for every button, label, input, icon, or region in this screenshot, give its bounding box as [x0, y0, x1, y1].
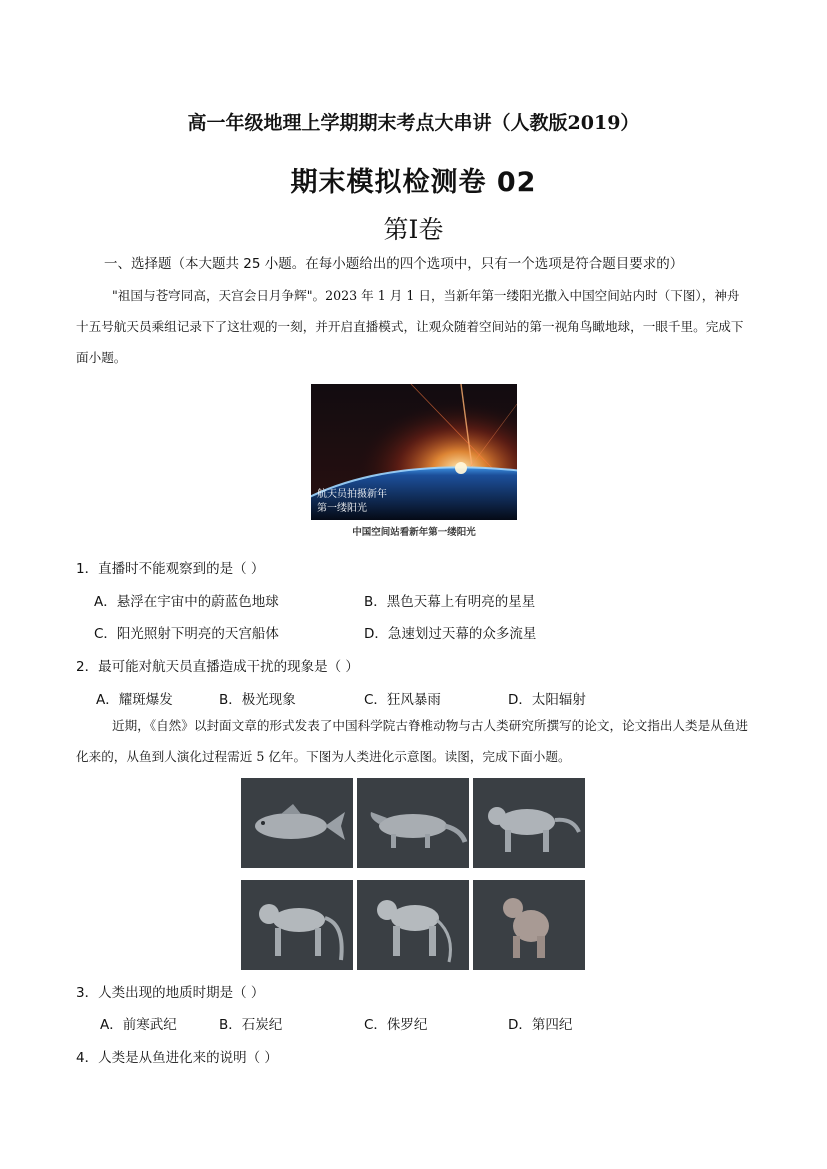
photo-overlay-line-2: 第一缕阳光 [317, 503, 367, 514]
evolution-stage-early-mammal [473, 778, 585, 868]
passage-1: "祖国与苍穹同高，天宫会日月争辉"。2023 年 1 月 1 日，当新年第一缕阳光撒入中国空间站内时（下图），神舟十五号航天员乘组记录下了这壮观的一刻，并开启直播模式，让观众随着空间站的第一视角鸟瞰地球，一眼千里。完成下面小题。 [76, 288, 744, 365]
section-heading: 一、选择题（本大题共 25 小题。在每小题给出的四个选项中，只有一个选项是符合题目要求的） [104, 256, 684, 272]
question-2-option-c: C．狂风暴雨 [364, 692, 441, 708]
question-1-option-b: B．黑色天幕上有明亮的星星 [364, 594, 536, 610]
evolution-stage-early-human [473, 880, 585, 970]
question-2-option-d: D．太阳辐射 [508, 692, 586, 708]
evolution-stage-monkey [241, 880, 353, 970]
question-1-option-a: A．悬浮在宇宙中的蔚蓝色地球 [94, 594, 279, 610]
question-3-option-b: B．石炭纪 [219, 1017, 283, 1033]
volume-title: 第Ⅰ卷 [383, 215, 444, 244]
exam-title: 期末模拟检测卷 02 [290, 167, 537, 198]
photo-overlay-text [317, 488, 387, 516]
question-2-stem: 2．最可能对航天员直播造成干扰的现象是（ ） [76, 659, 359, 675]
evolution-stage-ape [357, 880, 469, 970]
evolution-stage-fish [241, 778, 353, 868]
question-1-stem: 1．直播时不能观察到的是（ ） [76, 561, 265, 577]
space-station-photo [311, 384, 517, 520]
question-2-option-a: A．耀斑爆发 [96, 692, 173, 708]
question-4-stem: 4．人类是从鱼进化来的说明（ ） [76, 1050, 278, 1066]
question-3-option-c: C．侏罗纪 [364, 1017, 428, 1033]
question-3-option-a: A．前寒武纪 [100, 1017, 177, 1033]
photo-overlay-line-1: 航天员拍摄新年 [317, 489, 387, 500]
question-2-option-b: B．极光现象 [219, 692, 296, 708]
passage-2: 近期，《自然》以封面文章的形式发表了中国科学院古脊椎动物与古人类研究所撰写的论文，论文指出人类是从鱼进化来的，从鱼到人演化过程需近 5 亿年。下图为人类进化示意图。读图，完成下面小题。 [76, 718, 748, 764]
question-3-stem: 3．人类出现的地质时期是（ ） [76, 985, 265, 1001]
question-1-option-c: C．阳光照射下明亮的天宫船体 [94, 626, 279, 642]
question-1-option-d: D．急速划过天幕的众多流星 [364, 626, 537, 642]
series-title: 高一年级地理上学期期末考点大串讲（人教版2019） [187, 112, 640, 134]
evolution-stage-amphibian [357, 778, 469, 868]
evolution-figure [241, 778, 585, 970]
photo-caption: 中国空间站看新年第一缕阳光 [352, 527, 476, 538]
question-3-option-d: D．第四纪 [508, 1017, 573, 1033]
